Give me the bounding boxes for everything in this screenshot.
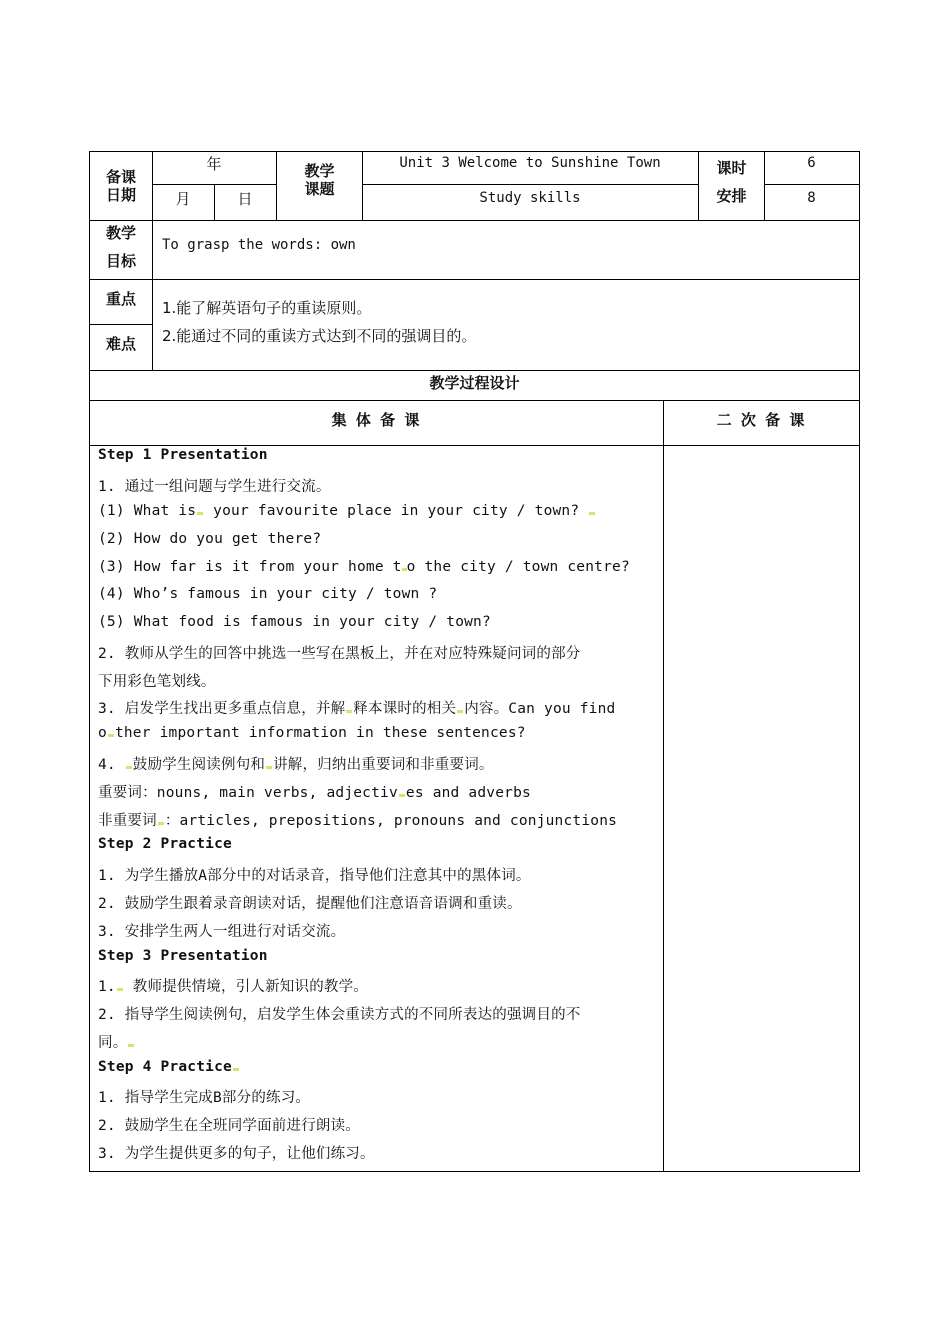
list-item: 同。: [98, 1031, 135, 1052]
list-item: 1. 为学生播放A部分中的对话录音，指导他们注意其中的黑体词。: [98, 868, 531, 884]
key-point-2: 2.能通过不同的重读方式达到不同的强调目的。: [162, 327, 477, 345]
difficult-label: 难点: [105, 335, 136, 353]
list-item: (2) How do you get there?: [98, 531, 322, 547]
column-collective: 集 体 备 课: [331, 411, 422, 429]
topic-label: 教学 课题: [304, 162, 335, 198]
list-item: 2. 鼓励学生跟着录音朗读对话，提醒他们注意语音语调和重读。: [98, 896, 522, 912]
step-2-heading: Step 2 Practice: [98, 836, 232, 852]
list-item: 3. 启发学生找出更多重点信息，并解 释本课时的相关 内容。Can you find: [98, 701, 616, 717]
list-item: (5) What food is famous in your city / town?: [98, 614, 491, 630]
month-label: 月: [175, 190, 191, 208]
day-label: 日: [237, 190, 253, 208]
objectives-text: To grasp the words: own: [162, 237, 356, 253]
list-item: 3. 安排学生两人一组进行对话交流。: [98, 924, 346, 940]
lesson-title: Study skills: [479, 190, 581, 206]
list-item: (3) How far is it from your home t o the city / town centre?: [98, 559, 630, 575]
list-item: 2. 教师从学生的回答中挑选一些写在黑板上，并在对应特殊疑问词的部分: [98, 646, 581, 662]
list-item: (1) What is your favourite place in your city / town?: [98, 503, 596, 519]
list-item: o ther important information in these sentences?: [98, 725, 526, 741]
key-point-1: 1.能了解英语句子的重读原则。: [162, 299, 372, 317]
list-item: 重要词：nouns, main verbs, adjectiv es and adverbs: [98, 785, 531, 801]
list-item: (4) Who’s famous in your city / town ?: [98, 586, 438, 602]
list-item: 非重要词 ：articles, prepositions, pronouns and conjunctions: [98, 813, 618, 829]
unit-title: Unit 3 Welcome to Sunshine Town: [399, 155, 661, 171]
schedule-label: 安排: [716, 187, 747, 205]
column-secondary: 二 次 备 课: [716, 411, 807, 429]
list-item: 3. 为学生提供更多的句子，让他们练习。: [98, 1146, 375, 1162]
step-1-heading: Step 1 Presentation: [98, 447, 268, 463]
step-3-heading: Step 3 Presentation: [98, 948, 268, 964]
process-title: 教学过程设计: [429, 374, 520, 392]
year-label: 年: [206, 155, 222, 173]
list-item: 1. 教师提供情境，引人新知识的教学。: [98, 979, 369, 995]
key-label: 重点: [105, 290, 136, 308]
list-item: 下用彩色笔划线。: [98, 674, 216, 690]
step-4-heading: Step 4 Practice: [98, 1059, 240, 1075]
period-value: 6: [807, 155, 816, 171]
list-item: 1. 通过一组问题与学生进行交流。: [98, 479, 331, 495]
prep-date-label: 备课 日期: [105, 168, 136, 204]
objectives-label-2: 目标: [105, 252, 136, 270]
objectives-label-1: 教学: [105, 224, 136, 242]
list-item: 2. 指导学生阅读例句，启发学生体会重读方式的不同所表达的强调目的不: [98, 1007, 581, 1023]
list-item: 1. 指导学生完成B部分的练习。: [98, 1090, 311, 1106]
period-label: 课时: [716, 159, 747, 177]
list-item: 4. 鼓励学生阅读例句和 讲解，归纳出重要词和非重要词。: [98, 757, 494, 773]
list-item: 2. 鼓励学生在全班同学面前进行朗读。: [98, 1118, 360, 1134]
schedule-value: 8: [807, 190, 816, 206]
